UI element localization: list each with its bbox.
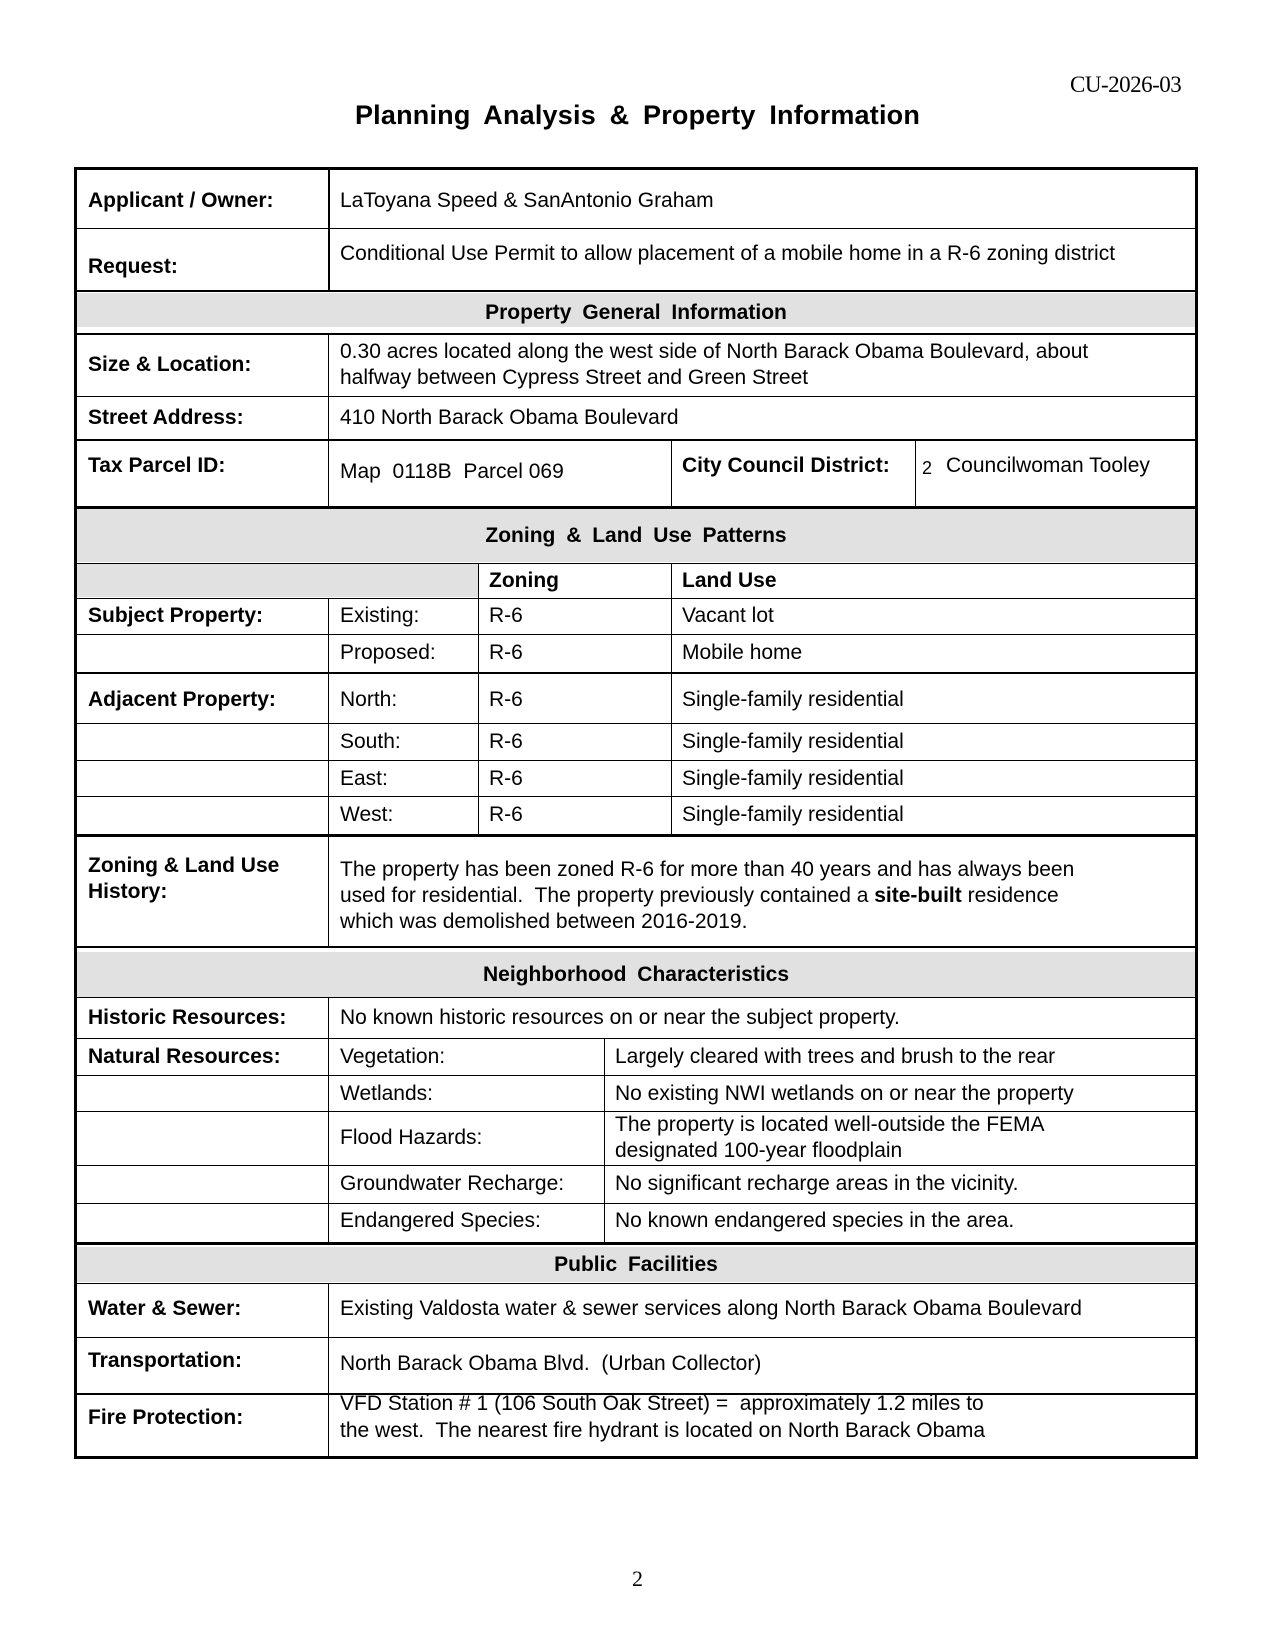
row-divider [77, 333, 1195, 335]
zoning-row-label: South: [340, 730, 401, 753]
resource-row-label: Wetlands: [340, 1082, 433, 1105]
row-divider [77, 796, 1195, 797]
applicant-label: Applicant / Owner: [88, 189, 274, 212]
row-divider [77, 1038, 1195, 1039]
row-divider [77, 1203, 1195, 1204]
row-divider [77, 634, 1195, 635]
resource-value-divider [604, 1039, 605, 1242]
zoning-row-label: Proposed: [340, 641, 436, 664]
landuse-column-divider [671, 563, 672, 834]
label-column-divider [328, 998, 329, 1242]
row-divider [77, 723, 1195, 724]
size-location-value-line1: 0.30 acres located along the west side of North Barack Obama Boulevard, about [340, 340, 1089, 363]
zoning-row-zoning: R-6 [489, 641, 523, 664]
zoning-row-label: East: [340, 767, 388, 790]
resource-row-label: Vegetation: [340, 1045, 446, 1068]
size-location-label: Size & Location: [88, 353, 252, 376]
resource-row-value-line2: designated 100-year floodplain [615, 1139, 903, 1162]
history-label-line1: Zoning & Land Use [88, 854, 280, 877]
zoning-column-header: Zoning [489, 569, 559, 592]
zoning-row-zoning: R-6 [489, 767, 523, 790]
zoning-row-zoning: R-6 [489, 604, 523, 627]
historic-resources-label: Historic Resources: [88, 1006, 287, 1029]
row-divider [77, 946, 1195, 948]
neighborhood-heading: Neighborhood Characteristics [482, 963, 790, 986]
zoning-row-zoning: R-6 [489, 688, 523, 711]
row-divider [77, 672, 1195, 674]
resource-row-label: Groundwater Recharge: [340, 1172, 565, 1195]
label-column-divider [328, 1284, 329, 1458]
history-value-line3: which was demolished between 2016-2019. [340, 910, 748, 933]
column-divider [915, 440, 916, 506]
row-divider [77, 439, 1195, 441]
zoning-row-zoning: R-6 [489, 730, 523, 753]
resource-row-label: Endangered Species: [340, 1209, 541, 1232]
row-divider [77, 1242, 1195, 1245]
fire-protection-label: Fire Protection: [88, 1406, 244, 1429]
zoning-row-landuse: Single-family residential [682, 767, 904, 790]
row-divider [77, 834, 1195, 837]
street-address-label: Street Address: [88, 406, 244, 429]
page-number: 2 [632, 1566, 643, 1591]
page-title: Planning Analysis & Property Information [354, 100, 921, 130]
row-divider [77, 1075, 1195, 1076]
street-address-value: 410 North Barack Obama Boulevard [340, 406, 679, 429]
history-text: residence [961, 884, 1059, 907]
request-label: Request: [88, 255, 178, 278]
row-divider [77, 760, 1195, 761]
general-heading: Property General Information [485, 301, 787, 324]
column-divider [671, 440, 672, 506]
zoning-row-landuse: Single-family residential [682, 803, 904, 826]
tax-parcel-label: Tax Parcel ID: [88, 454, 226, 477]
zoning-row-label: West: [340, 803, 394, 826]
resource-row-label: Flood Hazards: [340, 1126, 483, 1149]
resource-row-value-line1: The property is located well-outside the FEMA [615, 1113, 1045, 1136]
row-divider [77, 506, 1195, 509]
label-column-divider [328, 170, 330, 290]
label-column-divider [328, 599, 329, 834]
history-value-line1: The property has been zoned R-6 for more than 40 years and has always been [340, 858, 1075, 881]
zoning-column-divider [478, 563, 479, 834]
zoning-row-landuse: Single-family residential [682, 688, 904, 711]
label-column-divider [328, 837, 329, 946]
history-text: used for residential. The property previously contained a [340, 884, 875, 907]
historic-resources-value: No known historic resources on or near the subject property. [340, 1006, 900, 1029]
case-number: CU-2026-03 [1070, 72, 1182, 97]
transportation-value: North Barack Obama Blvd. (Urban Collector) [340, 1352, 762, 1375]
request-value: Conditional Use Permit to allow placement of a mobile home in a R-6 zoning district [340, 242, 1116, 265]
zoning-heading: Zoning & Land Use Patterns [485, 524, 787, 547]
water-sewer-label: Water & Sewer: [88, 1297, 242, 1320]
zoning-row-label: North: [340, 688, 398, 711]
zoning-row-landuse: Single-family residential [682, 730, 904, 753]
row-divider [77, 1283, 1195, 1284]
adjacent-property-label: Adjacent Property: [88, 688, 276, 711]
history-label-line2: History: [88, 880, 168, 903]
resource-row-value: No existing NWI wetlands on or near the property [615, 1082, 1074, 1105]
history-value-line2 [340, 883, 1059, 909]
zoning-row-label: Existing: [340, 604, 420, 627]
landuse-column-header: Land Use [682, 569, 777, 592]
zoning-row-landuse: Mobile home [682, 641, 803, 664]
tax-parcel-value: Map 0118B Parcel 069 [340, 460, 564, 483]
fire-protection-value-line2: the west. The nearest fire hydrant is located on North Barack Obama [340, 1419, 986, 1442]
facilities-heading: Public Facilities [554, 1253, 718, 1276]
row-divider [77, 563, 1195, 564]
row-divider [77, 1165, 1195, 1166]
subject-property-label: Subject Property: [88, 604, 264, 627]
council-district-label: City Council District: [682, 454, 890, 477]
resource-row-value: Largely cleared with trees and brush to the rear [615, 1045, 1056, 1068]
applicant-value: LaToyana Speed & SanAntonio Graham [340, 189, 714, 212]
row-divider [77, 1337, 1195, 1338]
fire-protection-value-line1: VFD Station # 1 (106 South Oak Street) = approximately 1.2 miles to [340, 1392, 984, 1415]
label-column-divider [328, 334, 329, 506]
row-divider [77, 997, 1195, 998]
row-divider [77, 396, 1195, 397]
size-location-value-line2: halfway between Cypress Street and Green Street [340, 366, 809, 389]
council-district-number: 2 [922, 458, 933, 478]
history-emphasis: site-built [874, 884, 962, 907]
zoning-row-zoning: R-6 [489, 803, 523, 826]
transportation-label: Transportation: [88, 1349, 243, 1372]
resource-row-value: No significant recharge areas in the vicinity. [615, 1172, 1019, 1195]
row-divider [77, 598, 1195, 599]
zoning-row-landuse: Vacant lot [682, 604, 774, 627]
zoning-colhead-band [77, 564, 479, 597]
row-divider [77, 290, 1195, 292]
natural-resources-label: Natural Resources: [88, 1045, 281, 1068]
water-sewer-value: Existing Valdosta water & sewer services along North Barack Obama Boulevard [340, 1297, 1082, 1320]
row-divider [77, 228, 1195, 229]
resource-row-value: No known endangered species in the area. [615, 1209, 1015, 1232]
council-district-rep: Councilwoman Tooley [946, 454, 1150, 477]
